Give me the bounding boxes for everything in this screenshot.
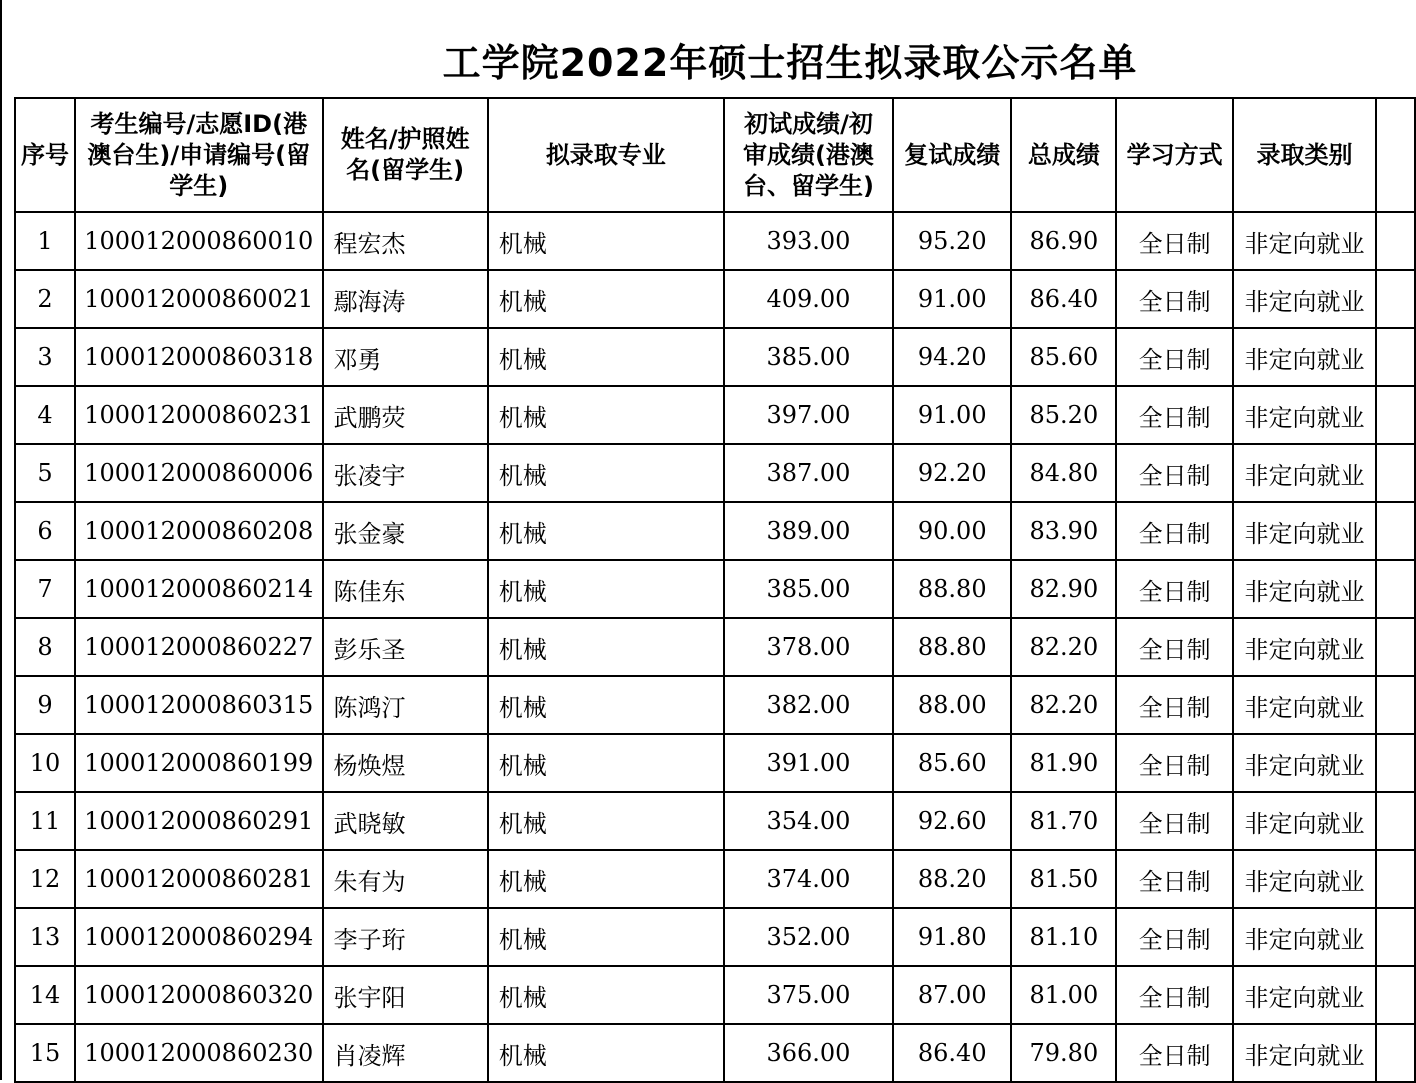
cell-study-mode: 全日制 (1116, 560, 1233, 618)
cell-name: 张宇阳 (323, 966, 488, 1024)
cell-retest-score: 91.80 (893, 908, 1011, 966)
cell-retest-score: 88.00 (893, 676, 1011, 734)
cell-seq: 9 (15, 676, 75, 734)
cell-total-score: 81.90 (1011, 734, 1116, 792)
cell-candidate-id: 100012000860214 (75, 560, 322, 618)
table-row (15, 386, 1415, 444)
table-row (15, 1024, 1415, 1082)
cell-retest-score: 87.00 (893, 966, 1011, 1024)
cell-seq: 8 (15, 618, 75, 676)
cell-name: 肖凌辉 (323, 1024, 488, 1082)
table-row (15, 908, 1415, 966)
cell-prelim-score: 393.00 (724, 212, 893, 270)
cell-name: 杨焕煜 (323, 734, 488, 792)
header-retest-score: 复试成绩 (893, 98, 1011, 212)
cell-empty (1376, 444, 1415, 502)
cell-study-mode: 全日制 (1116, 966, 1233, 1024)
cell-total-score: 79.80 (1011, 1024, 1116, 1082)
cell-candidate-id: 100012000860318 (75, 328, 322, 386)
cell-admission-category: 非定向就业 (1233, 966, 1376, 1024)
cell-major: 机械 (488, 618, 724, 676)
cell-seq: 15 (15, 1024, 75, 1082)
cell-major: 机械 (488, 444, 724, 502)
cell-retest-score: 88.80 (893, 560, 1011, 618)
admission-table (14, 97, 1416, 1083)
table-header-row (15, 98, 1415, 212)
cell-study-mode: 全日制 (1116, 502, 1233, 560)
cell-admission-category: 非定向就业 (1233, 1024, 1376, 1082)
cell-name: 程宏杰 (323, 212, 488, 270)
cell-empty (1376, 850, 1415, 908)
header-empty-cell (1376, 98, 1415, 212)
cell-seq: 4 (15, 386, 75, 444)
cell-total-score: 86.40 (1011, 270, 1116, 328)
cell-empty (1376, 618, 1415, 676)
cell-total-score: 85.60 (1011, 328, 1116, 386)
cell-admission-category: 非定向就业 (1233, 328, 1376, 386)
cell-retest-score: 91.00 (893, 270, 1011, 328)
header-name: 姓名/护照姓 名(留学生) (323, 98, 488, 212)
cell-major: 机械 (488, 908, 724, 966)
cell-name: 朱有为 (323, 850, 488, 908)
table-row (15, 444, 1415, 502)
cell-retest-score: 88.80 (893, 618, 1011, 676)
cell-prelim-score: 385.00 (724, 560, 893, 618)
cell-admission-category: 非定向就业 (1233, 386, 1376, 444)
cell-prelim-score: 387.00 (724, 444, 893, 502)
cell-candidate-id: 100012000860199 (75, 734, 322, 792)
cell-name: 陈鸿汀 (323, 676, 488, 734)
cell-candidate-id: 100012000860320 (75, 966, 322, 1024)
cell-study-mode: 全日制 (1116, 676, 1233, 734)
cell-name: 邓勇 (323, 328, 488, 386)
header-seq: 序号 (15, 98, 75, 212)
cell-name: 李子珩 (323, 908, 488, 966)
cell-seq: 1 (15, 212, 75, 270)
table-row (15, 560, 1415, 618)
cell-candidate-id: 100012000860010 (75, 212, 322, 270)
cell-name: 武鹏荧 (323, 386, 488, 444)
cell-name: 陈佳东 (323, 560, 488, 618)
table-body (15, 212, 1415, 1082)
page-left-border (0, 0, 2, 1080)
table-row (15, 792, 1415, 850)
table-row (15, 734, 1415, 792)
cell-prelim-score: 397.00 (724, 386, 893, 444)
cell-total-score: 81.50 (1011, 850, 1116, 908)
cell-prelim-score: 385.00 (724, 328, 893, 386)
cell-major: 机械 (488, 792, 724, 850)
cell-seq: 5 (15, 444, 75, 502)
header-prelim-score: 初试成绩/初 审成绩(港澳 台、留学生) (724, 98, 893, 212)
cell-retest-score: 91.00 (893, 386, 1011, 444)
cell-admission-category: 非定向就业 (1233, 676, 1376, 734)
page-title: 工学院2022年硕士招生拟录取公示名单 (442, 41, 1138, 85)
cell-empty (1376, 386, 1415, 444)
cell-major: 机械 (488, 502, 724, 560)
cell-total-score: 81.10 (1011, 908, 1116, 966)
cell-total-score: 83.90 (1011, 502, 1116, 560)
cell-candidate-id: 100012000860294 (75, 908, 322, 966)
cell-study-mode: 全日制 (1116, 444, 1233, 502)
cell-seq: 7 (15, 560, 75, 618)
cell-total-score: 82.20 (1011, 618, 1116, 676)
cell-admission-category: 非定向就业 (1233, 618, 1376, 676)
cell-total-score: 81.70 (1011, 792, 1116, 850)
table-row (15, 850, 1415, 908)
cell-study-mode: 全日制 (1116, 386, 1233, 444)
cell-admission-category: 非定向就业 (1233, 502, 1376, 560)
cell-seq: 11 (15, 792, 75, 850)
cell-major: 机械 (488, 734, 724, 792)
cell-empty (1376, 966, 1415, 1024)
cell-candidate-id: 100012000860208 (75, 502, 322, 560)
cell-retest-score: 90.00 (893, 502, 1011, 560)
table-row (15, 966, 1415, 1024)
cell-prelim-score: 389.00 (724, 502, 893, 560)
cell-retest-score: 85.60 (893, 734, 1011, 792)
cell-prelim-score: 374.00 (724, 850, 893, 908)
cell-seq: 2 (15, 270, 75, 328)
cell-retest-score: 92.20 (893, 444, 1011, 502)
table-row (15, 328, 1415, 386)
header-total-score: 总成绩 (1011, 98, 1116, 212)
cell-empty (1376, 792, 1415, 850)
cell-seq: 13 (15, 908, 75, 966)
cell-empty (1376, 734, 1415, 792)
cell-prelim-score: 354.00 (724, 792, 893, 850)
cell-study-mode: 全日制 (1116, 212, 1233, 270)
cell-empty (1376, 270, 1415, 328)
cell-admission-category: 非定向就业 (1233, 560, 1376, 618)
cell-prelim-score: 382.00 (724, 676, 893, 734)
cell-prelim-score: 378.00 (724, 618, 893, 676)
cell-major: 机械 (488, 212, 724, 270)
cell-study-mode: 全日制 (1116, 908, 1233, 966)
cell-total-score: 81.00 (1011, 966, 1116, 1024)
cell-prelim-score: 391.00 (724, 734, 893, 792)
table-row (15, 502, 1415, 560)
cell-seq: 6 (15, 502, 75, 560)
cell-admission-category: 非定向就业 (1233, 270, 1376, 328)
cell-seq: 12 (15, 850, 75, 908)
cell-retest-score: 94.20 (893, 328, 1011, 386)
cell-study-mode: 全日制 (1116, 850, 1233, 908)
cell-empty (1376, 560, 1415, 618)
cell-seq: 10 (15, 734, 75, 792)
cell-total-score: 85.20 (1011, 386, 1116, 444)
cell-admission-category: 非定向就业 (1233, 444, 1376, 502)
table-row (15, 676, 1415, 734)
cell-retest-score: 92.60 (893, 792, 1011, 850)
cell-study-mode: 全日制 (1116, 270, 1233, 328)
cell-total-score: 82.20 (1011, 676, 1116, 734)
cell-major: 机械 (488, 328, 724, 386)
cell-admission-category: 非定向就业 (1233, 734, 1376, 792)
table-row (15, 618, 1415, 676)
cell-name: 张凌宇 (323, 444, 488, 502)
cell-candidate-id: 100012000860315 (75, 676, 322, 734)
header-study-mode: 学习方式 (1116, 98, 1233, 212)
cell-empty (1376, 328, 1415, 386)
cell-major: 机械 (488, 386, 724, 444)
cell-study-mode: 全日制 (1116, 734, 1233, 792)
cell-admission-category: 非定向就业 (1233, 212, 1376, 270)
cell-seq: 3 (15, 328, 75, 386)
cell-seq: 14 (15, 966, 75, 1024)
cell-name: 武晓敏 (323, 792, 488, 850)
cell-candidate-id: 100012000860021 (75, 270, 322, 328)
cell-major: 机械 (488, 676, 724, 734)
cell-candidate-id: 100012000860230 (75, 1024, 322, 1082)
cell-empty (1376, 1024, 1415, 1082)
cell-prelim-score: 352.00 (724, 908, 893, 966)
cell-total-score: 86.90 (1011, 212, 1116, 270)
cell-prelim-score: 409.00 (724, 270, 893, 328)
cell-major: 机械 (488, 850, 724, 908)
cell-prelim-score: 375.00 (724, 966, 893, 1024)
cell-candidate-id: 100012000860006 (75, 444, 322, 502)
header-major: 拟录取专业 (488, 98, 724, 212)
header-candidate-id: 考生编号/志愿ID(港 澳台生)/申请编号(留 学生) (75, 98, 322, 212)
cell-major: 机械 (488, 270, 724, 328)
cell-name: 鄢海涛 (323, 270, 488, 328)
cell-study-mode: 全日制 (1116, 618, 1233, 676)
cell-retest-score: 95.20 (893, 212, 1011, 270)
cell-candidate-id: 100012000860231 (75, 386, 322, 444)
cell-admission-category: 非定向就业 (1233, 908, 1376, 966)
cell-total-score: 82.90 (1011, 560, 1116, 618)
cell-admission-category: 非定向就业 (1233, 850, 1376, 908)
table-row (15, 270, 1415, 328)
cell-study-mode: 全日制 (1116, 1024, 1233, 1082)
cell-empty (1376, 502, 1415, 560)
cell-major: 机械 (488, 1024, 724, 1082)
cell-major: 机械 (488, 560, 724, 618)
cell-name: 彭乐圣 (323, 618, 488, 676)
cell-study-mode: 全日制 (1116, 328, 1233, 386)
cell-candidate-id: 100012000860227 (75, 618, 322, 676)
cell-retest-score: 88.20 (893, 850, 1011, 908)
cell-name: 张金豪 (323, 502, 488, 560)
cell-retest-score: 86.40 (893, 1024, 1011, 1082)
cell-prelim-score: 366.00 (724, 1024, 893, 1082)
table-row (15, 212, 1415, 270)
cell-major: 机械 (488, 966, 724, 1024)
cell-admission-category: 非定向就业 (1233, 792, 1376, 850)
cell-total-score: 84.80 (1011, 444, 1116, 502)
cell-study-mode: 全日制 (1116, 792, 1233, 850)
cell-candidate-id: 100012000860281 (75, 850, 322, 908)
cell-empty (1376, 212, 1415, 270)
cell-candidate-id: 100012000860291 (75, 792, 322, 850)
header-admission-category: 录取类别 (1233, 98, 1376, 212)
cell-empty (1376, 676, 1415, 734)
cell-empty (1376, 908, 1415, 966)
